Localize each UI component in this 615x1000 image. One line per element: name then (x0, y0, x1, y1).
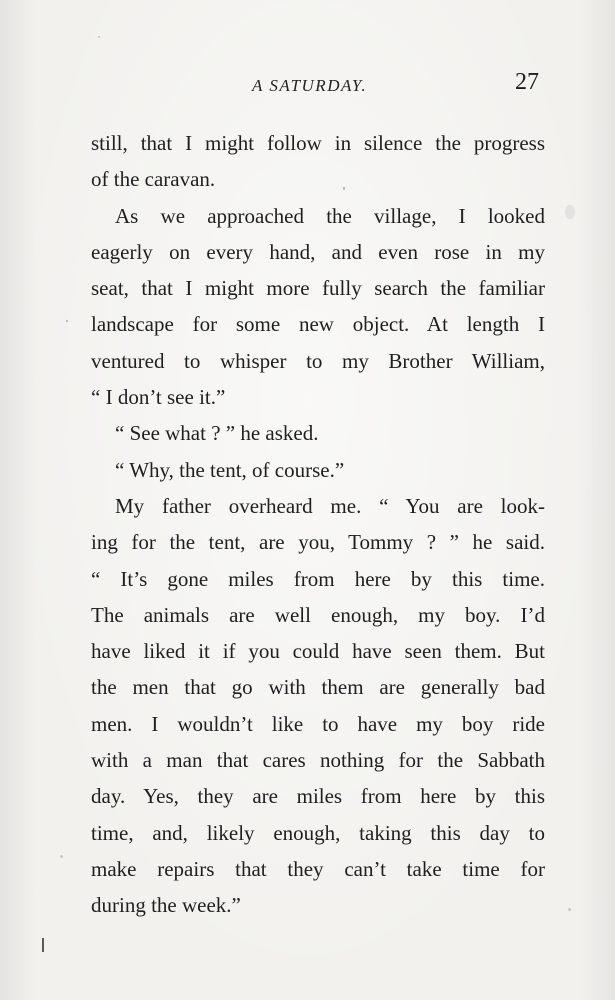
text-line: “ I don’t see it.” (91, 385, 226, 410)
paper-speck (98, 36, 100, 38)
page-number: 27 (515, 69, 539, 95)
running-title: A SATURDAY. (252, 76, 368, 95)
paper-speck (568, 908, 571, 911)
margin-mark (42, 938, 44, 952)
paper-speck (565, 205, 575, 219)
text-line: ing for the tent, are you, Tommy ? ” he said. (91, 530, 545, 555)
body-text (91, 125, 545, 924)
text-line: still, that I might follow in silence the progress (91, 131, 545, 155)
paper-speck (60, 855, 63, 858)
text-line: men. I wouldn’t like to have my boy ride (91, 711, 545, 736)
text-line: of the caravan. (91, 167, 216, 192)
text-line: landscape for some new object. At length I (91, 312, 545, 337)
text-line: the men that go with them are generally bad (91, 675, 545, 700)
text-line: seat, that I might more fully search the familiar (91, 276, 545, 301)
text-line: The animals are well enough, my boy. I’d (91, 602, 545, 627)
text-line: “ It’s gone miles from here by this time. (91, 566, 545, 591)
text-line: eagerly on every hand, and even rose in my (91, 239, 545, 264)
text-line: day. Yes, they are miles from here by this (91, 784, 545, 809)
page-header (0, 66, 615, 102)
text-line: My father overheard me. “ You are look- (115, 493, 545, 518)
text-line: ventured to whisper to my Brother William, (91, 348, 545, 373)
paper-speck (343, 187, 345, 190)
text-line: with a man that cares nothing for the Sabbath (91, 748, 545, 773)
paper-speck (66, 320, 68, 322)
text-line: make repairs that they can’t take time for (91, 856, 545, 881)
text-line: have liked it if you could have seen them. But (91, 639, 545, 664)
text-line: As we approached the village, I looked (115, 203, 545, 228)
text-line: during the week.” (91, 893, 241, 918)
text-line: “ Why, the tent, of course.” (115, 457, 345, 482)
text-line: “ See what ? ” he asked. (115, 421, 319, 446)
text-line: time, and, likely enough, taking this day to (91, 820, 545, 845)
